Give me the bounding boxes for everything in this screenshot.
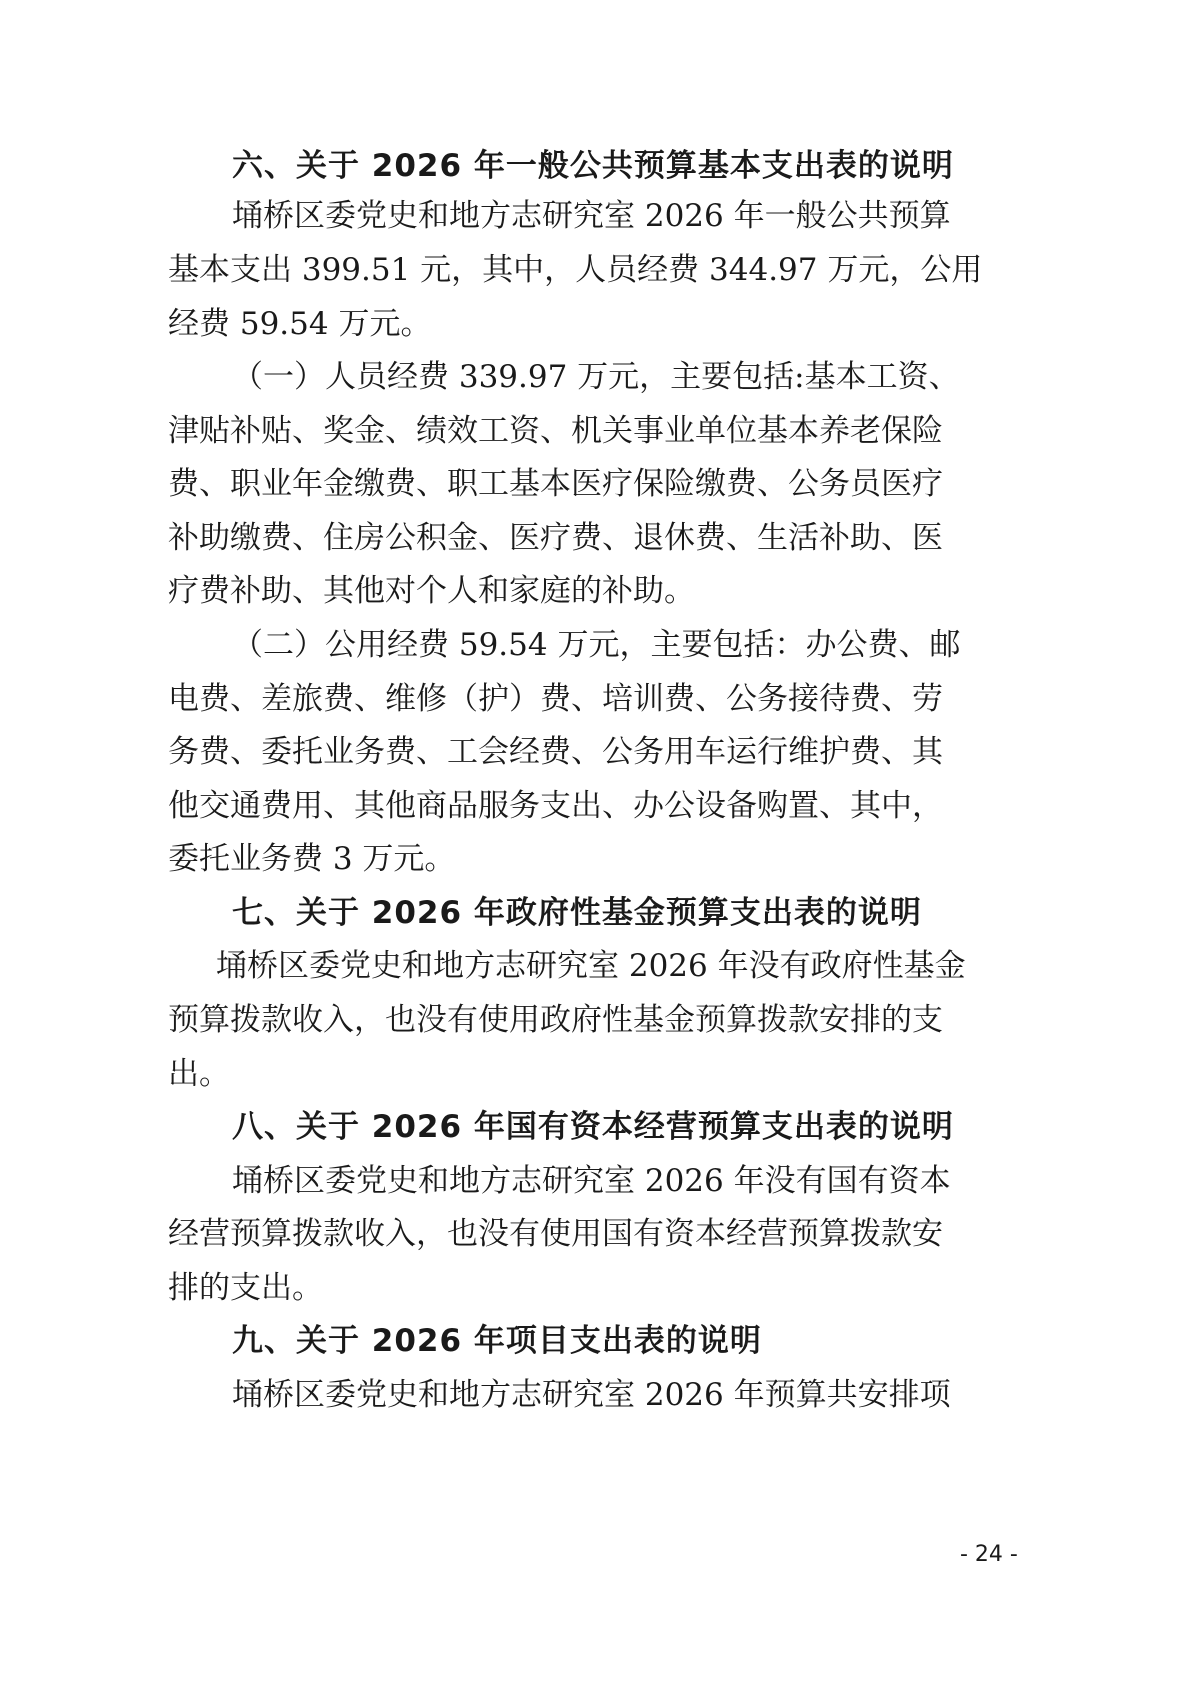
section-heading-9: 九、关于 2026 年项目支出表的说明 [232, 1323, 762, 1359]
paragraph-line: 出。 [168, 1056, 230, 1092]
paragraph-line: 他交通费用、其他商品服务支出、办公设备购置、其中， [168, 788, 943, 824]
paragraph-line: 经营预算拨款收入，也没有使用国有资本经营预算拨款安 [168, 1216, 943, 1252]
paragraph-line: 埇桥区委党史和地方志研究室 2026 年一般公共预算 [232, 198, 951, 234]
paragraph-line: 埇桥区委党史和地方志研究室 2026 年没有国有资本 [232, 1163, 951, 1199]
paragraph-line: 委托业务费 3 万元。 [168, 841, 456, 877]
paragraph-line: 预算拨款收入，也没有使用政府性基金预算拨款安排的支 [168, 1002, 943, 1038]
section-heading-6: 六、关于 2026 年一般公共预算基本支出表的说明 [232, 148, 954, 184]
paragraph-line: 费、职业年金缴费、职工基本医疗保险缴费、公务员医疗 [168, 466, 943, 502]
paragraph-line: 疗费补助、其他对个人和家庭的补助。 [168, 573, 695, 609]
paragraph-line: （一）人员经费 339.97 万元，主要包括:基本工资、 [232, 359, 960, 395]
page-number: - 24 - [960, 1542, 1018, 1567]
paragraph-line: 补助缴费、住房公积金、医疗费、退休费、生活补助、医 [168, 520, 943, 556]
paragraph-line: 经费 59.54 万元。 [168, 306, 432, 342]
paragraph-line: 埇桥区委党史和地方志研究室 2026 年没有政府性基金 [216, 948, 966, 984]
paragraph-line: 务费、委托业务费、工会经费、公务用车运行维护费、其 [168, 734, 943, 770]
section-heading-7: 七、关于 2026 年政府性基金预算支出表的说明 [232, 895, 922, 931]
paragraph-line: 排的支出。 [168, 1270, 323, 1306]
paragraph-line: 埇桥区委党史和地方志研究室 2026 年预算共安排项 [232, 1377, 951, 1413]
paragraph-line: （二）公用经费 59.54 万元，主要包括：办公费、邮 [232, 627, 961, 663]
paragraph-line: 电费、差旅费、维修（护）费、培训费、公务接待费、劳 [168, 681, 943, 717]
paragraph-line: 津贴补贴、奖金、绩效工资、机关事业单位基本养老保险 [168, 413, 943, 449]
paragraph-line: 基本支出 399.51 元，其中，人员经费 344.97 万元，公用 [168, 252, 983, 288]
section-heading-8: 八、关于 2026 年国有资本经营预算支出表的说明 [232, 1109, 954, 1145]
